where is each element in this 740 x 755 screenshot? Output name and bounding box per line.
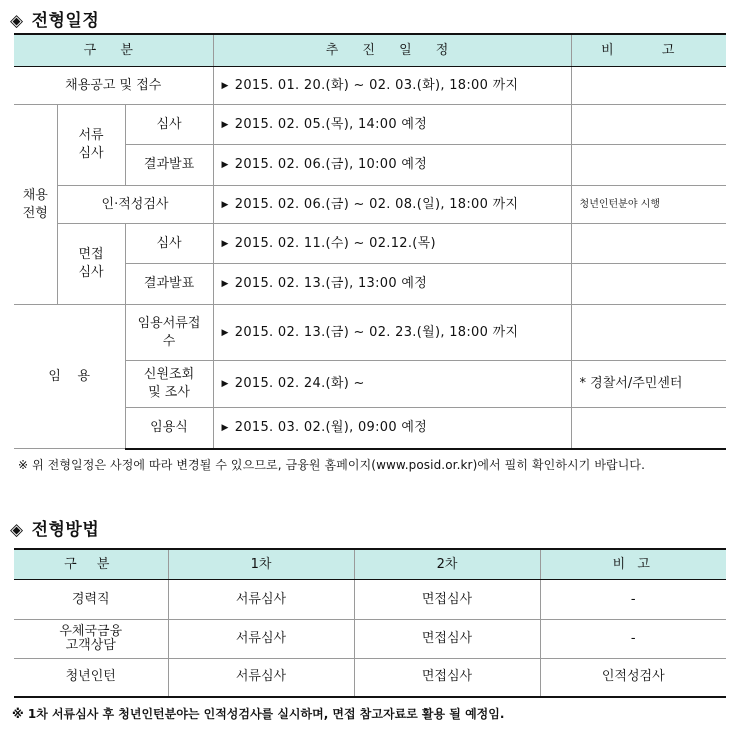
cell-second: 면접심사	[354, 659, 540, 697]
header-note: 비 고	[540, 549, 726, 580]
row-label: 임용서류접수	[125, 305, 213, 361]
method-table	[14, 548, 726, 698]
row-note: 청년인턴분야 시행	[571, 186, 726, 224]
table-row	[14, 659, 726, 697]
row-note	[571, 67, 726, 105]
triangle-right-icon: ▶	[221, 119, 229, 130]
header-category: 구 분	[14, 549, 168, 580]
cell-first: 서류심사	[168, 620, 354, 659]
cell-category: 경력직	[14, 580, 168, 620]
row-date: ▶ 2015. 02. 06.(금) ~ 02. 08.(일), 18:00 까지	[213, 186, 571, 224]
triangle-right-icon: ▶	[221, 80, 229, 91]
diamond-in-diamond-icon: ◈	[10, 11, 24, 31]
table-row	[14, 620, 726, 659]
table-row	[14, 186, 726, 224]
row-date: ▶ 2015. 02. 13.(금) ~ 02. 23.(월), 18:00 까지	[213, 305, 571, 361]
row-date: ▶ 2015. 01. 20.(화) ~ 02. 03.(화), 18:00 까지	[213, 67, 571, 105]
cell-first: 서류심사	[168, 580, 354, 620]
group-label-hire: 채용 전형	[14, 105, 57, 305]
triangle-right-icon: ▶	[221, 238, 229, 249]
triangle-right-icon: ▶	[221, 160, 229, 171]
header-schedule: 추 진 일 정	[213, 34, 571, 67]
cell-second: 면접심사	[354, 620, 540, 659]
triangle-right-icon: ▶	[221, 379, 229, 390]
row-note	[571, 408, 726, 449]
cell-category: 우체국금융 고객상담	[14, 620, 168, 659]
row-label: 인·적성검사	[57, 186, 213, 224]
row-label: 신원조회 및 조사	[125, 361, 213, 408]
section-title-text: 전형방법	[31, 520, 100, 540]
row-note	[571, 264, 726, 305]
cell-second: 면접심사	[354, 580, 540, 620]
row-note	[571, 145, 726, 186]
section-title-method	[10, 515, 99, 540]
table-row	[14, 67, 726, 105]
table-row	[14, 224, 726, 264]
triangle-right-icon: ▶	[221, 279, 229, 290]
row-date: ▶ 2015. 02. 11.(수) ~ 02.12.(목)	[213, 224, 571, 264]
row-note	[571, 105, 726, 145]
cell-note: -	[540, 620, 726, 659]
triangle-right-icon: ▶	[221, 422, 229, 433]
row-date: ▶ 2015. 02. 24.(화) ~	[213, 361, 571, 408]
row-label: 심사	[125, 224, 213, 264]
section-title-text: 전형일정	[31, 11, 100, 31]
group-label-doc: 서류 심사	[57, 105, 125, 186]
row-label: 결과발표	[125, 264, 213, 305]
table-row	[14, 305, 726, 361]
cell-note: -	[540, 580, 726, 620]
row-date: ▶ 2015. 03. 02.(월), 09:00 예정	[213, 408, 571, 449]
header-first: 1차	[168, 549, 354, 580]
cell-first: 서류심사	[168, 659, 354, 697]
row-label: 결과발표	[125, 145, 213, 186]
table-row	[14, 105, 726, 145]
row-note: * 경찰서/주민센터	[571, 361, 726, 408]
cell-note: 인적성검사	[540, 659, 726, 697]
cell-category: 청년인턴	[14, 659, 168, 697]
row-note	[571, 305, 726, 361]
table-row	[14, 580, 726, 620]
schedule-footnote: ※ 위 전형일정은 사정에 따라 변경될 수 있으므로, 금융원 홈페이지(www.posid.or.kr)에서 필히 확인하시기 바랍니다.	[18, 458, 646, 472]
row-date: ▶ 2015. 02. 05.(목), 14:00 예정	[213, 105, 571, 145]
table-header-row	[14, 549, 726, 580]
row-date: ▶ 2015. 02. 06.(금), 10:00 예정	[213, 145, 571, 186]
section-title-schedule	[10, 6, 99, 31]
header-note: 비 고	[571, 34, 726, 67]
table-header-row	[14, 34, 726, 67]
triangle-right-icon: ▶	[221, 199, 229, 210]
row-label: 채용공고 및 접수	[14, 67, 213, 105]
method-footnote: ※ 1차 서류심사 후 청년인턴분야는 인적성검사를 실시하며, 면접 참고자료로 활용 될 예정임.	[12, 707, 505, 721]
group-label-interview: 면접 심사	[57, 224, 125, 305]
row-date: ▶ 2015. 02. 13.(금), 13:00 예정	[213, 264, 571, 305]
row-note	[571, 224, 726, 264]
schedule-table	[14, 33, 726, 450]
row-label: 심사	[125, 105, 213, 145]
header-second: 2차	[354, 549, 540, 580]
group-label-appoint: 임 용	[14, 305, 125, 449]
diamond-in-diamond-icon: ◈	[10, 520, 24, 540]
header-category: 구 분	[14, 34, 213, 67]
triangle-right-icon: ▶	[221, 327, 229, 338]
row-label: 임용식	[125, 408, 213, 449]
